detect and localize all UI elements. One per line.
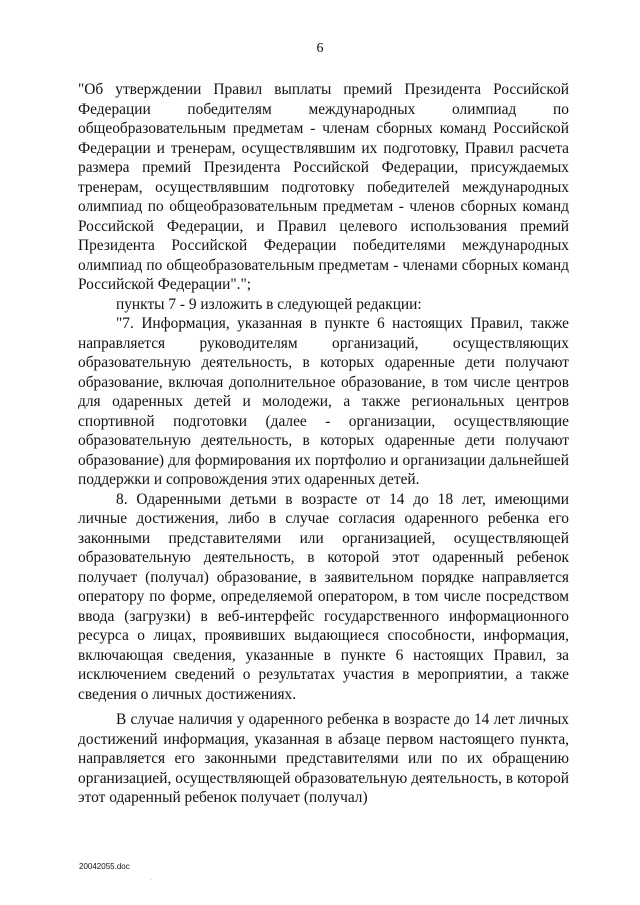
resolution-title-paragraph: "Об утверждении Правил выплаты премий Президента Российской Федерации победителям международных олимпиад по общеобразовательным предметам - членам сборных команд Российской Федерации и тренерам, осуществлявшим их подготовку, Правил расчета размера премий Президента Российской Федерации, присуждаемых тренерам, осуществлявшим подготовку победителей международных олимпиад по общеобразовательным предметам - членов сборных команд Российской Федерации, и Правил целевого использования премий Президента Российской Федерации победителями международных олимпиад по общеобразовательным предметам - членами сборных команд Российской Федерации"."; <box>78 81 569 293</box>
page-number: 6 <box>316 41 324 56</box>
document-body <box>78 80 569 808</box>
footer-file-code: 20042055.doc <box>79 862 130 871</box>
clause-8-paragraph: 8. Одаренными детьми в возрасте от 14 до 18 лет, имеющими личные достижения, либо в случае согласия одаренного ребенка его законными представителями или организацией, осуществляющей образовательную деятельность, в которой этот одаренный ребенок получает (получал) образование, в заявительном порядке направляется оператору по форме, определяемой оператором, в том числе посредством ввода (загрузки) в веб-интерфейс государственного информационного ресурса о лицах, проявивших выдающиеся способности, информация, включающая сведения, указанные в пункте 6 настоящих Правил, за исключением сведений о результатах участия в мероприятии, а также сведения о личных достижениях. <box>78 490 569 703</box>
clause-8-second-paragraph: В случае наличия у одаренного ребенка в возрасте до 14 лет личных достижений информация, указанная в абзаце первом настоящего пункта, направляется его законными представителями или по их обращению организацией, осуществляющей образовательную деятельность, в которой этот одаренный ребенок получает (получал) <box>78 711 569 806</box>
amendment-instruction-paragraph: пункты 7 - 9 изложить в следующей редакции: <box>116 295 422 313</box>
clause-7-paragraph: "7. Информация, указанная в пункте 6 настоящих Правил, также направляется руководителям организаций, осуществляющих образовательную деятельность, в которых одаренные дети получают образование, включая дополнительное образование, в том числе центров для одаренных детей и молодежи, а также региональных центров спортивной подготовки (далее - организации, осуществляющие образовательную деятельность, в которых одаренные дети получают образование) для формирования их портфолио и организации дальнейшей поддержки и сопровождения этих одаренных детей. <box>78 315 569 488</box>
footer-mark: · <box>150 877 152 883</box>
